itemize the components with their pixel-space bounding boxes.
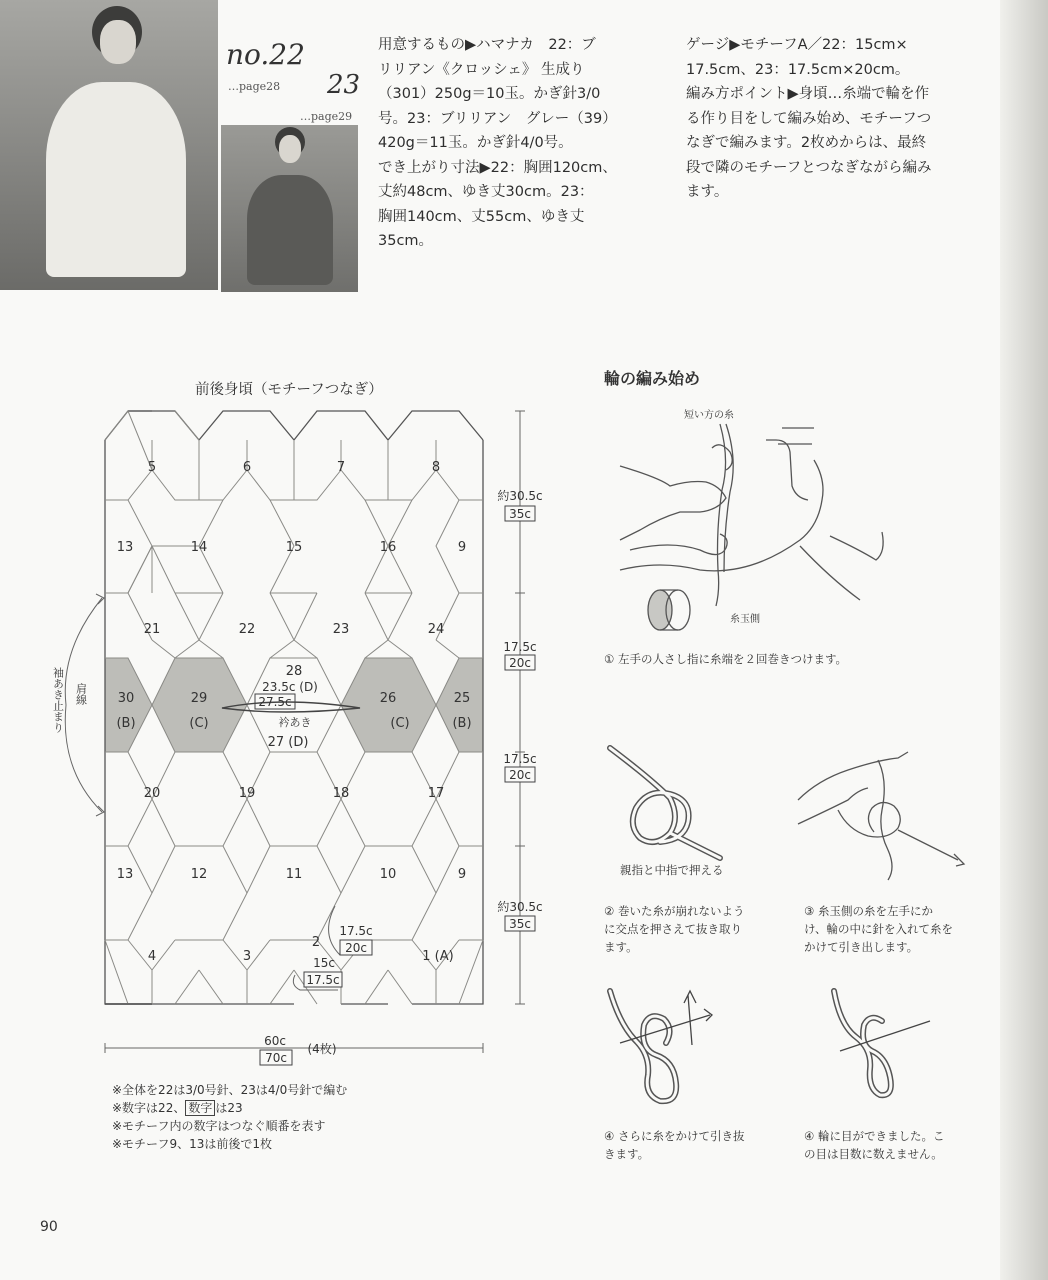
illustration-step-3 [778, 740, 978, 890]
pattern-number-22: no.22 [226, 38, 305, 71]
motif-5: 5 [147, 460, 157, 475]
materials-text: 用意するもの▶ハマナカ 22：ブ リリアン《クロッシェ》 生成り （301）250g＝10玉。かぎ針3/0 号。23：ブリリアン グレー（39） 420g＝11玉。かぎ針4/0号。 でき上がり寸法▶22：胸囲120cm、 丈約48cm、ゆき丈30cm。23： 胸囲140cm、丈55cm、ゆき丈 35cm。 [378, 37, 617, 249]
motif-18: 18 [332, 786, 350, 801]
dim-upper-mid-23: 20c [509, 656, 531, 670]
motif-12: 12 [190, 867, 208, 882]
motif-26-type: (C) [390, 716, 410, 731]
motif-a-height-23: 20c [345, 941, 367, 955]
dim-lower-mid-23: 20c [509, 768, 531, 782]
dim-bottom-23: 35c [509, 917, 531, 931]
step-5-text: ④ 輪に目ができました。こ の目は目数に数えません。 [804, 1129, 945, 1161]
illustration-step-2 [600, 738, 780, 868]
neck-width-22: 23.5c (D) [262, 680, 318, 694]
pattern-number-23: 23 [327, 70, 361, 100]
neck-width-23: 27.5c [258, 695, 292, 709]
illustration-step-1 [600, 400, 1000, 650]
page-gutter-shadow [1000, 0, 1048, 1280]
motif-22: 22 [238, 622, 256, 637]
motif-24: 24 [427, 622, 445, 637]
motif-20: 20 [143, 786, 161, 801]
motif-a-height-22: 17.5c [339, 924, 373, 938]
motif-17: 17 [427, 786, 445, 801]
motif-29: 29 [190, 691, 208, 706]
motif-16: 16 [379, 540, 397, 555]
motif-29-type: (C) [189, 716, 209, 731]
press-label: 親指と中指で押える [620, 863, 724, 877]
illustration-step-5 [800, 985, 980, 1115]
short-yarn-label: 短い方の糸 [684, 410, 734, 421]
motif-14: 14 [190, 540, 208, 555]
motif-23: 23 [332, 622, 350, 637]
motif-30-type: (B) [116, 716, 136, 731]
motif-9-top: 9 [457, 540, 467, 555]
motif-diagram [0, 0, 620, 1075]
dim-width-count: (4枚) [307, 1042, 337, 1056]
motif-15: 15 [285, 540, 303, 555]
motif-1: 1 (A) [422, 949, 454, 964]
motif-21: 21 [143, 622, 161, 637]
ball-side-label: 糸玉側 [730, 614, 760, 625]
sleeve-opening-label: 袖あき止まり [51, 667, 65, 733]
page-number: 90 [40, 1219, 58, 1235]
step-2-text: ② 巻いた糸が崩れないよう に交点を押さえて抜き取り ます。 [604, 904, 745, 954]
motif-19: 19 [238, 786, 256, 801]
dim-top-22: 約30.5c [497, 489, 543, 503]
step-1-text: ① 左手の人さし指に糸端を２回巻きつけます。 [604, 652, 848, 666]
motif-27: 27 (D) [267, 735, 309, 750]
step-3-text: ③ 糸玉側の糸を左手にか け、輪の中に針を入れて糸を かけて引き出します。 [804, 904, 954, 954]
motif-13-top: 13 [116, 540, 134, 555]
diagram-title: 前後身頃（モチーフつなぎ） [195, 382, 383, 398]
motif-2: 2 [311, 935, 321, 950]
motif-8: 8 [431, 460, 441, 475]
dim-upper-mid-22: 17.5c [503, 640, 537, 654]
illustration-step-4 [600, 985, 780, 1115]
motif-a-width-23: 17.5c [306, 973, 340, 987]
dim-bottom-22: 約30.5c [497, 900, 543, 914]
motif-11: 11 [285, 867, 303, 882]
motif-a-width-22: 15c [313, 956, 335, 970]
shoulder-line-label: 肩線 [74, 683, 88, 705]
motif-7: 7 [336, 460, 346, 475]
motif-9-bottom: 9 [457, 867, 467, 882]
motif-10: 10 [379, 867, 397, 882]
motif-3: 3 [242, 949, 252, 964]
gauge-text: ゲージ▶モチーフA／22：15cm× 17.5cm、23：17.5cm×20cm。 編み方ポイント▶身頃…糸端で輪を作 る作り目をして編み始め、モチーフつ なぎで編みます。2枚めからは、最終 段で隣のモチーフとつなぎながら編み ます。 [686, 37, 932, 200]
step-4-text: ④ さらに糸をかけて引き抜 きます。 [604, 1129, 745, 1161]
dim-width-23: 70c [265, 1051, 287, 1065]
motif-30: 30 [117, 691, 135, 706]
motif-6: 6 [242, 460, 252, 475]
dim-width-22: 60c [264, 1034, 286, 1048]
page-ref-28: …page28 [228, 80, 281, 93]
motif-25-type: (B) [452, 716, 472, 731]
motif-4: 4 [147, 949, 157, 964]
motif-26: 26 [379, 691, 397, 706]
motif-13-bottom: 13 [116, 867, 134, 882]
motif-28: 28 [285, 664, 303, 679]
page-ref-29: …page29 [300, 110, 353, 123]
ring-start-heading: 輪の編み始め [604, 369, 701, 388]
dim-lower-mid-22: 17.5c [503, 752, 537, 766]
dim-top-23: 35c [509, 507, 531, 521]
diagram-notes: ※全体を22は3/0号針、23は4/0号針で編む ※数字は22、 数字 は23 ※モチーフ内の数字はつなぐ順番を表す ※モチーフ9、13は前後で1枚 [112, 1083, 348, 1151]
motif-25: 25 [453, 691, 471, 706]
neck-opening-label: 衿あき [278, 716, 312, 729]
